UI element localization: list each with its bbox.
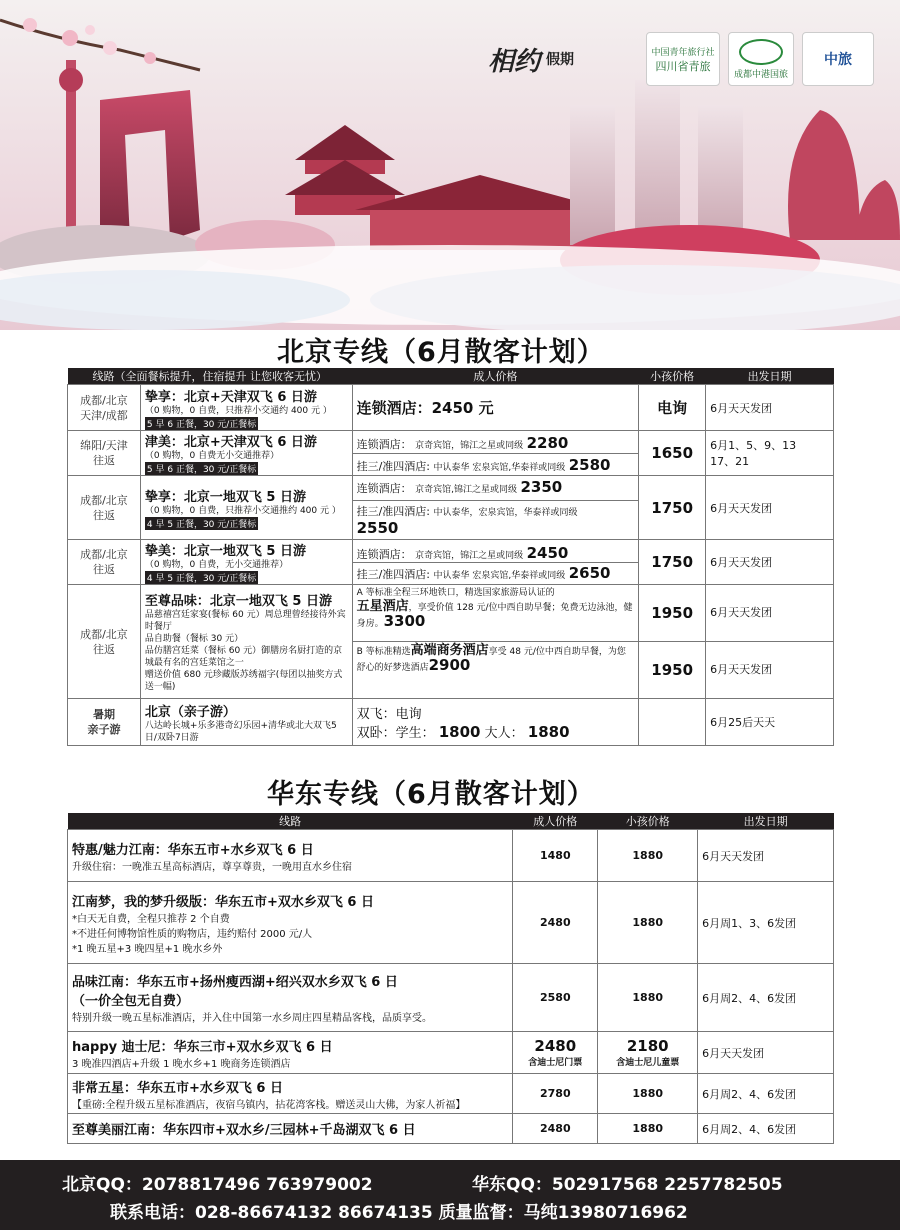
depart-date: 6月周2、4、6发团	[698, 1114, 834, 1144]
adult-price-cell	[352, 476, 639, 540]
depart-date: 6月25后天天	[706, 699, 834, 746]
product-cell	[68, 882, 513, 964]
col-route: 线路	[68, 813, 513, 830]
beijing-qq-number: 2078817496 763979002	[141, 1175, 373, 1195]
option-b-text2: 享受 48 元/位中西自助早餐，为您舒心的好梦选酒店	[356, 647, 626, 673]
xiangyue-logo	[488, 33, 638, 85]
product-desc: *白天无自费，全程只推荐 2 个自费 *不进任何博物馆性质的购物店，违约赔付 2000 元/人 *1 晚五星+3 晚四星+1 晚水乡外	[72, 913, 313, 955]
route-cell: 成都/北京 往返	[68, 540, 141, 585]
date-cell	[706, 585, 834, 699]
product-name: 江南梦，我的梦升级版：华东五市+双水乡双飞 6 日	[72, 894, 374, 910]
table-row	[68, 585, 834, 699]
supervisor-contact: 马纯13980716962	[523, 1203, 688, 1223]
brand-sub: 假期	[546, 52, 575, 68]
product-cell	[140, 385, 352, 431]
table-row	[68, 1074, 834, 1114]
option-a-prefix: A 等	[356, 588, 375, 598]
depart-date: 6月周2、4、6发团	[698, 1074, 834, 1114]
child-price: 电询	[639, 385, 706, 431]
product-desc: 品慈禧宫廷家宴(餐标 60 元）周总理曾经接待外宾时餐厅 品自助餐（餐标 30 元） 品仿膳宫廷菜（餐标 60 元）御膳房名厨打造的京城最有名的宫廷菜馆之一 赠送价值 680 元珍藏版苏绣福字(每团以抽奖方式送一幅)	[144, 610, 346, 692]
product-desc: 特别升级一晚五星标准酒店，并入住中国第一水乡周庄四星精品客栈，品质享受。	[72, 1013, 432, 1024]
p2-sub: 中认泰华 宏泉宾馆,华泰祥或同级	[433, 570, 566, 581]
p2-label: 挂三/准四酒店:	[356, 505, 431, 518]
child-price: 2180	[626, 1037, 669, 1055]
logo4-text: 中旅	[824, 52, 852, 68]
option-a-text2: ，享受价值 128 元/位中西自助早餐；免费无边泳池，健身房。	[356, 603, 633, 629]
product-name: 特惠/魅力江南：华东五市+水乡双飞 6 日	[72, 842, 314, 858]
p1-sub: 京奇宾馆，锦江之星或同级	[415, 440, 524, 451]
adult-price: 2480	[513, 882, 598, 964]
depart-date: 6月周2、4、6发团	[698, 964, 834, 1032]
child-price: 1880	[598, 1074, 698, 1114]
col-date: 出发日期	[698, 813, 834, 830]
student-price: 1800	[438, 723, 481, 741]
product-cell	[68, 964, 513, 1032]
child-price: 1750	[639, 476, 706, 540]
col-date: 出发日期	[706, 368, 834, 385]
child-price: 1880	[598, 830, 698, 882]
meal-note: 4 早 5 正餐，30 元/正餐标	[145, 517, 258, 530]
adult-price: 2480	[534, 1037, 577, 1055]
adult-price: 连锁酒店：2450 元	[352, 385, 639, 431]
meal-note: 5 早 6 正餐，30 元/正餐标	[145, 417, 258, 430]
option-b-text: 标准精选	[374, 647, 411, 657]
beijing-table	[67, 368, 834, 746]
route-cell: 暑期 亲子游	[68, 699, 141, 746]
depart-date: 6月周1、3、6发团	[698, 882, 834, 964]
huadong-qq	[472, 1170, 783, 1195]
beijing-header-row	[68, 368, 834, 385]
col-child: 小孩价格	[598, 813, 698, 830]
product-name: 非常五星：华东五市+水乡双飞 6 日	[72, 1080, 283, 1096]
table-row	[68, 882, 834, 964]
p2-label: 挂三/准四酒店:	[356, 459, 431, 473]
product-desc: 3 晚准四酒店+升级 1 晚水乡+1 晚商务连锁酒店	[72, 1058, 291, 1070]
child-price: 1880	[598, 1114, 698, 1144]
product-name: 津美：北京+天津双飞 6 日游	[144, 435, 317, 450]
route-cell: 成都/北京 天津/成都	[68, 385, 141, 431]
huadong-header-row	[68, 813, 834, 830]
contact-footer	[0, 1160, 900, 1230]
product-cell	[68, 830, 513, 882]
beijing-qq	[62, 1170, 373, 1195]
p2-price: 2580	[568, 455, 611, 474]
child-price-cell	[598, 1032, 698, 1074]
adult-price: 2580	[513, 964, 598, 1032]
child-note: 含迪士尼儿童票	[616, 1058, 680, 1068]
adult-price-cell	[352, 431, 639, 476]
huadong-title: 华东专线（6月散客计划）	[267, 779, 595, 810]
product-desc: 八达岭长城+乐多港奇幻乐园+清华或北大双飞5日/双卧7日游	[144, 720, 337, 743]
child-price-b: 1950	[651, 661, 694, 679]
logo2-text: 四川省青旅	[655, 59, 711, 73]
phone-label: 联系电话：	[110, 1203, 195, 1223]
option-a-hotel: 五星酒店	[356, 599, 409, 614]
product-name: happy 迪士尼：华东三市+双水乡双飞 6 日	[72, 1039, 333, 1055]
adult-label: 大人：	[484, 726, 524, 741]
table-row	[68, 385, 834, 431]
child-price-a: 1950	[639, 585, 705, 642]
beijing-title: 北京专线（6月散客计划）	[277, 337, 605, 368]
p1-label: 连锁酒店：	[356, 547, 412, 561]
beijing-qq-label: 北京QQ：	[62, 1175, 142, 1195]
table-row	[68, 1032, 834, 1074]
depart-date-a: 6月天天发团	[706, 585, 833, 642]
p2-price: 2650	[568, 563, 611, 582]
huadong-qq-number: 502917568 2257782505	[551, 1175, 783, 1195]
product-name: 至尊品味：北京一地双飞 5 日游	[144, 594, 333, 609]
phone-number: 028-86674132 86674135	[195, 1203, 433, 1223]
route-cell: 成都/北京 往返	[68, 585, 141, 699]
child-price: 1650	[639, 431, 706, 476]
train-label: 双卧：学生：	[356, 726, 435, 741]
depart-date: 6月天天发团	[706, 540, 834, 585]
product-cell	[68, 1032, 513, 1074]
option-b-hotel: 高端商务酒店	[410, 643, 489, 658]
depart-date: 6月天天发团	[706, 476, 834, 540]
huadong-qq-label: 华东QQ：	[472, 1175, 552, 1195]
p2-sub: 中认泰华，宏泉宾馆，华泰祥或同级	[433, 508, 578, 518]
brand-name: 相约	[488, 46, 541, 77]
product-desc: 升级住宿：一晚准五星高标酒店，尊享尊贵，一晚用直水乡住宿	[72, 861, 352, 873]
p2-price: 2550	[356, 519, 399, 537]
col-route: 线路（全面餐标提升，住宿提升 让您收客无忧）	[68, 368, 353, 385]
child-price	[639, 699, 706, 746]
zhonglv-logo	[802, 32, 874, 86]
supervisor-label: 质量监督：	[438, 1203, 524, 1223]
product-desc: （0 购物，0 自费，只推荐小交通约 400 元 ）	[144, 405, 332, 416]
product-name: 挚享：北京一地双飞 5 日游	[144, 489, 307, 505]
adult-price-cell	[513, 1032, 598, 1074]
product-name: 至尊美丽江南：华东四市+双水乡/三园林+千岛湖双飞 6 日	[72, 1123, 416, 1138]
bus-icon	[739, 39, 783, 65]
adult-price: 1880	[527, 723, 570, 741]
product-desc: 【重磅:全程升级五星标准酒店，夜宿乌镇内，拈花湾客栈。赠送灵山大佛，为家人祈福】	[72, 1099, 466, 1111]
chengdu-zhonggang-logo	[728, 32, 794, 86]
col-child: 小孩价格	[639, 368, 706, 385]
adult-note: 含迪士尼门票	[528, 1058, 583, 1068]
table-row	[68, 540, 834, 585]
adult-price-cell	[352, 585, 639, 699]
table-row	[68, 431, 834, 476]
adult-price: 2780	[513, 1074, 598, 1114]
option-a-price: 3300	[383, 612, 426, 630]
logo-strip	[488, 32, 874, 86]
p1-price: 2280	[526, 433, 569, 452]
contact-phone	[110, 1198, 688, 1223]
col-adult: 成人价格	[352, 368, 639, 385]
table-row	[68, 830, 834, 882]
adult-price-cell	[352, 699, 639, 746]
p1-sub: 京奇宾馆,锦江之星或同级	[415, 485, 517, 495]
child-price: 1750	[639, 540, 706, 585]
logo2-top: 中国青年旅行社	[651, 47, 715, 58]
child-price: 1880	[598, 964, 698, 1032]
depart-date-b: 6月天天发团	[710, 663, 773, 676]
logo3-text: 成都中港国旅	[733, 69, 788, 80]
adult-price: 1480	[513, 830, 598, 882]
table-row	[68, 476, 834, 540]
depart-date: 6月天天发团	[698, 830, 834, 882]
child-price: 1880	[598, 882, 698, 964]
child-price-cell	[639, 585, 706, 699]
meal-note: 5 早 6 正餐，30 元/正餐标	[145, 462, 258, 475]
option-b-price: 2900	[428, 656, 471, 674]
route-cell: 绵阳/天津 往返	[68, 431, 141, 476]
p2-label: 挂三/准四酒店:	[356, 567, 431, 581]
huadong-table	[67, 813, 834, 1144]
adult-price: 2480	[513, 1114, 598, 1144]
product-name: 品味江南：华东五市+扬州瘦西湖+绍兴双水乡双飞 6 日 （一价全包无自费）	[72, 975, 398, 1009]
col-adult: 成人价格	[513, 813, 598, 830]
table-row	[68, 1114, 834, 1144]
p1-price: 2450	[526, 543, 569, 562]
product-desc: （0 购物，0 自费，无小交通推荐）	[144, 560, 289, 570]
banner	[0, 0, 900, 330]
product-cell	[140, 476, 352, 540]
product-desc: （0 购物，0 自费无小交通推荐）	[144, 451, 280, 461]
depart-date: 6月天天发团	[698, 1032, 834, 1074]
product-cell	[68, 1114, 513, 1144]
p1-sub: 京奇宾馆，锦江之星或同级	[415, 550, 524, 561]
product-cell	[140, 585, 352, 699]
depart-date: 6月天天发团	[706, 385, 834, 431]
p1-label: 连锁酒店：	[356, 482, 412, 495]
product-name: 北京（亲子游）	[144, 704, 236, 720]
p2-sub: 中认泰华 宏泉宾馆,华泰祥或同级	[433, 462, 566, 473]
route-cell: 成都/北京 往返	[68, 476, 141, 540]
table-row	[68, 699, 834, 746]
p1-label: 连锁酒店：	[356, 437, 412, 451]
table-row	[68, 964, 834, 1032]
sichuan-cyts-logo	[646, 32, 720, 86]
option-a-text: 标准全程三环地铁口，精选国家旅游局认证的	[374, 588, 555, 598]
product-name: 挚享：北京+天津双飞 6 日游	[144, 389, 317, 405]
flight-price: 双飞：电询	[356, 707, 422, 722]
product-cell	[68, 1074, 513, 1114]
depart-date: 6月1、5、9、13 17、21	[706, 431, 834, 476]
product-desc: （0 购物，0 自费，只推荐小交通推约 400 元 ）	[144, 505, 341, 516]
adult-price-cell	[352, 540, 639, 585]
p1-price: 2350	[520, 478, 563, 496]
option-b-prefix: B 等	[356, 647, 375, 657]
product-cell	[140, 540, 352, 585]
product-cell	[140, 699, 352, 746]
meal-note: 4 早 5 正餐，30 元/正餐标	[145, 571, 258, 584]
product-name: 挚美：北京一地双飞 5 日游	[144, 544, 307, 559]
product-cell	[140, 431, 352, 476]
